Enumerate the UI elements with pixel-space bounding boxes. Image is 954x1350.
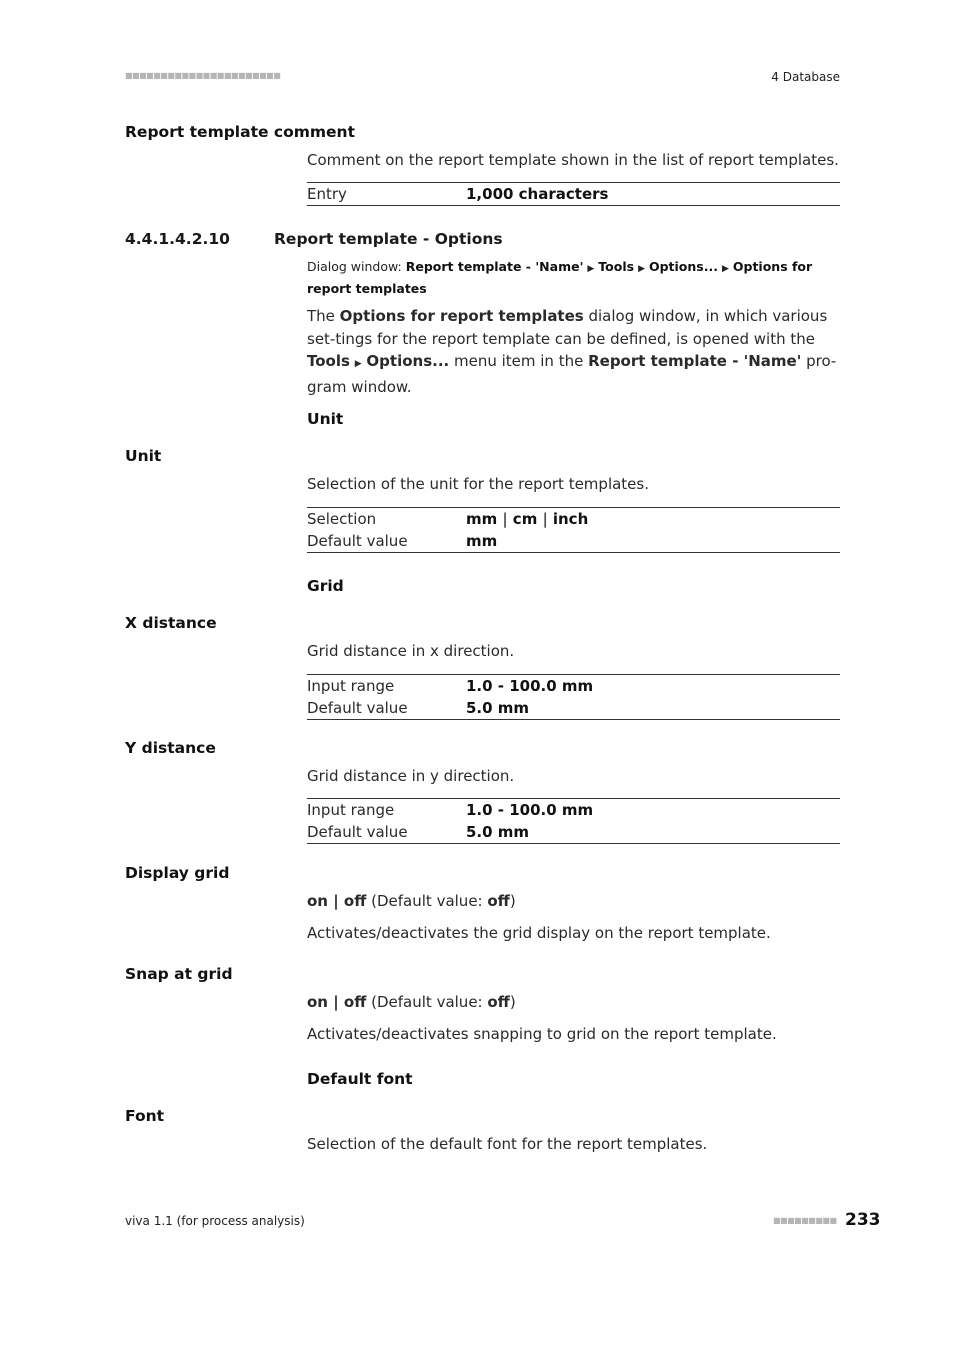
path-item-tools: Tools [598, 259, 635, 274]
parameter-table-x-distance [307, 674, 840, 720]
parameter-table-comment [307, 182, 840, 206]
param-key: Default value [307, 823, 408, 841]
path-item-options-for-report-templates: Options for report templates [307, 259, 813, 296]
menu-arrow-icon: ▶ [354, 359, 362, 369]
description-x-distance: Grid distance in x direction. [307, 642, 515, 660]
subhead-default-font: Default font [307, 1070, 413, 1088]
options-snap-at-grid [307, 991, 840, 1013]
intro-text: pro-gram window. [307, 352, 837, 396]
term-unit: Unit [125, 447, 162, 465]
default-suffix: ) [509, 892, 516, 910]
param-value [466, 508, 840, 531]
path-arrow-icon: ▶ [721, 264, 729, 274]
param-value: 5.0 mm [466, 699, 530, 717]
param-value: 5.0 mm [466, 823, 530, 841]
parameter-table-unit [307, 507, 840, 553]
running-header-chapter: 4 Database [771, 70, 840, 84]
path-prefix: Dialog window: [307, 259, 406, 274]
default-suffix: ) [509, 993, 516, 1011]
option-values: on | off [307, 892, 367, 910]
param-key: Default value [307, 699, 408, 717]
subhead-unit: Unit [307, 410, 344, 428]
parameter-table-y-distance [307, 798, 840, 844]
unit-option-cm: cm [512, 510, 538, 528]
path-arrow-icon: ▶ [638, 264, 645, 274]
option-values: on | off [307, 993, 367, 1011]
description-snap-at-grid: Activates/deactivates snapping to grid on the report template. [307, 1025, 777, 1043]
term-x-distance: X distance [125, 614, 217, 632]
table-row [307, 508, 840, 531]
footer-product: viva 1.1 (for process analysis) [125, 1214, 305, 1228]
options-display-grid [307, 890, 840, 912]
table-row [307, 183, 840, 206]
separator: | [542, 510, 548, 528]
param-key: Entry [307, 185, 347, 203]
intro-text: The [307, 307, 340, 325]
footer-decoration: ■■■■■■■■■ [773, 1216, 837, 1225]
param-value: 1.0 - 100.0 mm [466, 801, 594, 819]
path-item-options: Options... [648, 259, 718, 274]
intro-text: dialog window, in which various set-tings for the report template can be defined, is opened with the [307, 307, 828, 348]
default-value: off [487, 993, 510, 1011]
separator: | [502, 510, 508, 528]
param-key: Input range [307, 801, 395, 819]
default-value: off [487, 892, 510, 910]
intro-window-name: Report template - 'Name' [588, 352, 802, 370]
term-y-distance: Y distance [125, 739, 216, 757]
dialog-path [307, 257, 840, 298]
intro-menu-tools: Tools [307, 352, 350, 370]
param-key: Selection [307, 510, 377, 528]
description-font: Selection of the default font for the report templates. [307, 1135, 708, 1153]
term-font: Font [125, 1107, 165, 1125]
intro-text: menu item in the [449, 352, 589, 370]
term-snap-at-grid: Snap at grid [125, 965, 233, 983]
section-title: Report template - Options [274, 230, 503, 248]
header-decoration: ■■■■■■■■■■■■■■■■■■■■■■ [125, 71, 281, 80]
description-display-grid: Activates/deactivates the grid display on the report template. [307, 924, 771, 942]
default-label: (Default value: [366, 892, 488, 910]
path-item-report-template: Report template - 'Name' [405, 259, 584, 274]
param-value: 1.0 - 100.0 mm [466, 677, 594, 695]
description-y-distance: Grid distance in y direction. [307, 767, 515, 785]
term-report-template-comment: Report template comment [125, 123, 355, 141]
section-number: 4.4.1.4.2.10 [125, 230, 230, 248]
param-key: Default value [307, 532, 408, 550]
path-arrow-icon: ▶ [587, 264, 595, 274]
table-row [307, 530, 840, 553]
unit-option-mm: mm [466, 510, 498, 528]
description-report-template-comment: Comment on the report template shown in the list of report templates. [307, 151, 839, 169]
default-label: (Default value: [366, 993, 488, 1011]
description-unit: Selection of the unit for the report templates. [307, 475, 649, 493]
section-intro [307, 305, 840, 398]
table-row [307, 697, 840, 720]
param-key: Input range [307, 677, 395, 695]
table-row [307, 821, 840, 844]
intro-menu-options: Options... [366, 352, 450, 370]
subhead-grid: Grid [307, 577, 344, 595]
param-value: mm [466, 532, 498, 550]
intro-dialog-name: Options for report templates [339, 307, 584, 325]
table-row [307, 675, 840, 698]
unit-option-inch: inch [552, 510, 589, 528]
term-display-grid: Display grid [125, 864, 230, 882]
param-value: 1,000 characters [466, 185, 609, 203]
table-row [307, 799, 840, 822]
page-number: 233 [845, 1210, 881, 1230]
